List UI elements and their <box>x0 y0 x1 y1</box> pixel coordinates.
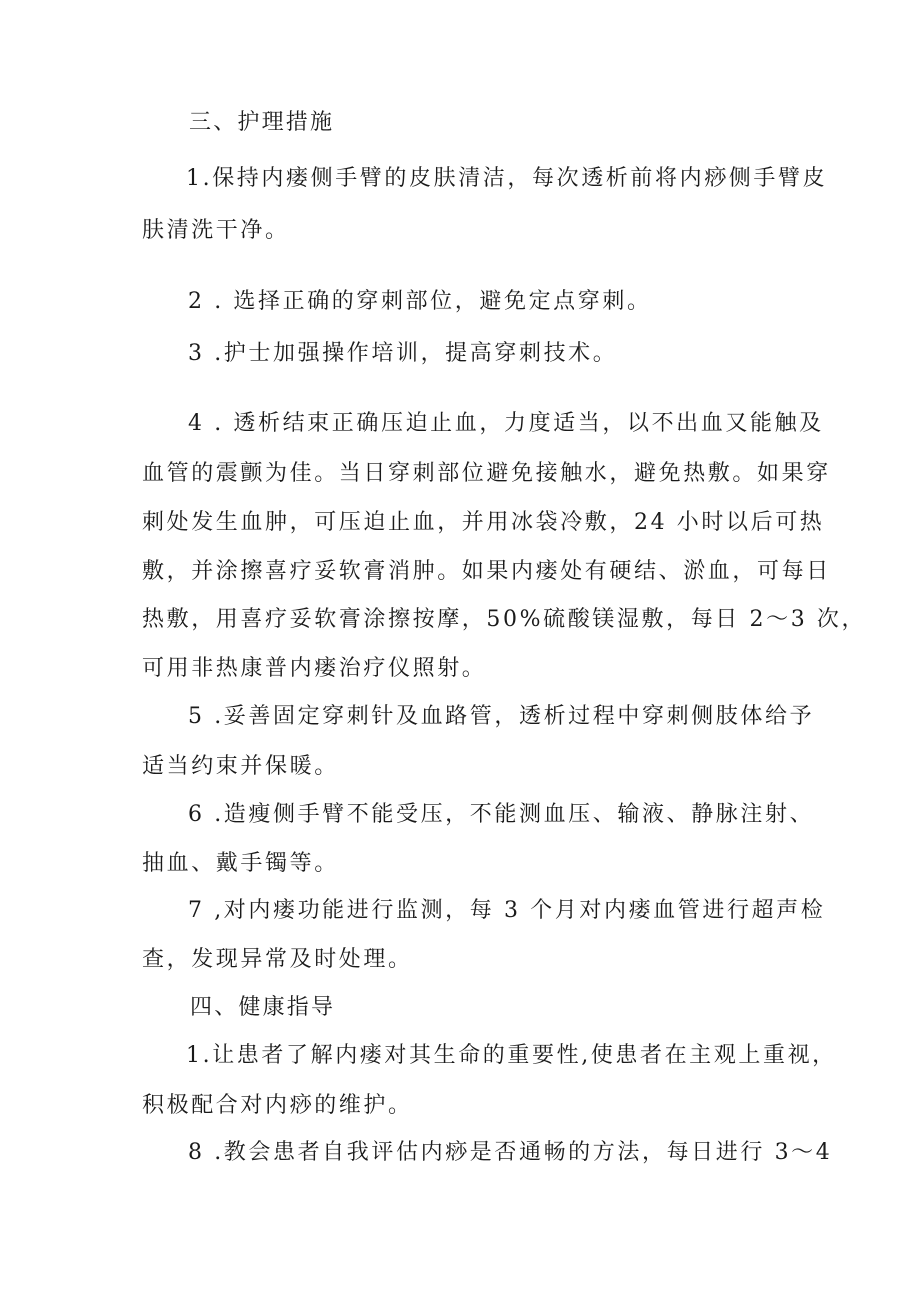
paragraph-line: 8 .教会患者自我评估内痧是否通畅的方法，每日进行 3～4 <box>188 1140 833 1165</box>
paragraph-line: 可用非热康普内瘘治疗仪照射。 <box>142 656 487 681</box>
paragraph-line: 7 ,对内瘘功能进行监测，每 3 个月对内瘘血管进行超声检 <box>188 898 826 923</box>
paragraph-line: 血管的震颤为佳。当日穿刺部位避免接触水，避免热敷。如果穿 <box>142 461 831 486</box>
paragraph-line: 2 . 选择正确的穿刺部位，避免定点穿刺。 <box>188 289 652 314</box>
paragraph-line: 积极配合对内痧的维护。 <box>142 1093 413 1118</box>
paragraph-line: 6 .造瘦侧手臂不能受压，不能测血压、输液、静脉注射、 <box>188 802 815 827</box>
paragraph-line: 3 .护士加强操作培训，提高穿刺技术。 <box>188 341 618 366</box>
paragraph-line: 热敷，用喜疗妥软膏涂擦按摩，50%硫酸镁湿敷，每日 2～3 次， <box>142 607 867 632</box>
section-heading-health-guidance: 四、健康指导 <box>190 995 336 1020</box>
paragraph-line: 适当约束并保暖。 <box>142 754 339 779</box>
paragraph-line: 查，发现异常及时处理。 <box>142 947 413 972</box>
paragraph-line: 1.保持内瘘侧手臂的皮肤清洁，每次透析前将内痧侧手臂皮 <box>186 166 828 191</box>
paragraph-line: 肤清洗干净。 <box>142 218 290 243</box>
section-heading-nursing-measures: 三、护理措施 <box>189 110 335 135</box>
paragraph-line: 4 . 透析结束正确压迫止血，力度适当，以不出血又能触及 <box>188 411 824 436</box>
paragraph-line: 刺处发生血肿，可压迫止血，并用冰袋冷敷，24 小时以后可热 <box>142 510 825 535</box>
paragraph-line: 抽血、戴手镯等。 <box>142 851 339 876</box>
paragraph-line: 5 .妥善固定穿刺针及血路管，透析过程中穿刺侧肢体给予 <box>188 704 815 729</box>
paragraph-line: 敷，并涂擦喜疗妥软膏消肿。如果内瘘处有硬结、淤血，可每日 <box>142 559 831 584</box>
paragraph-line: 1.让患者了解内瘘对其生命的重要性,使患者在主观上重视， <box>186 1043 837 1068</box>
